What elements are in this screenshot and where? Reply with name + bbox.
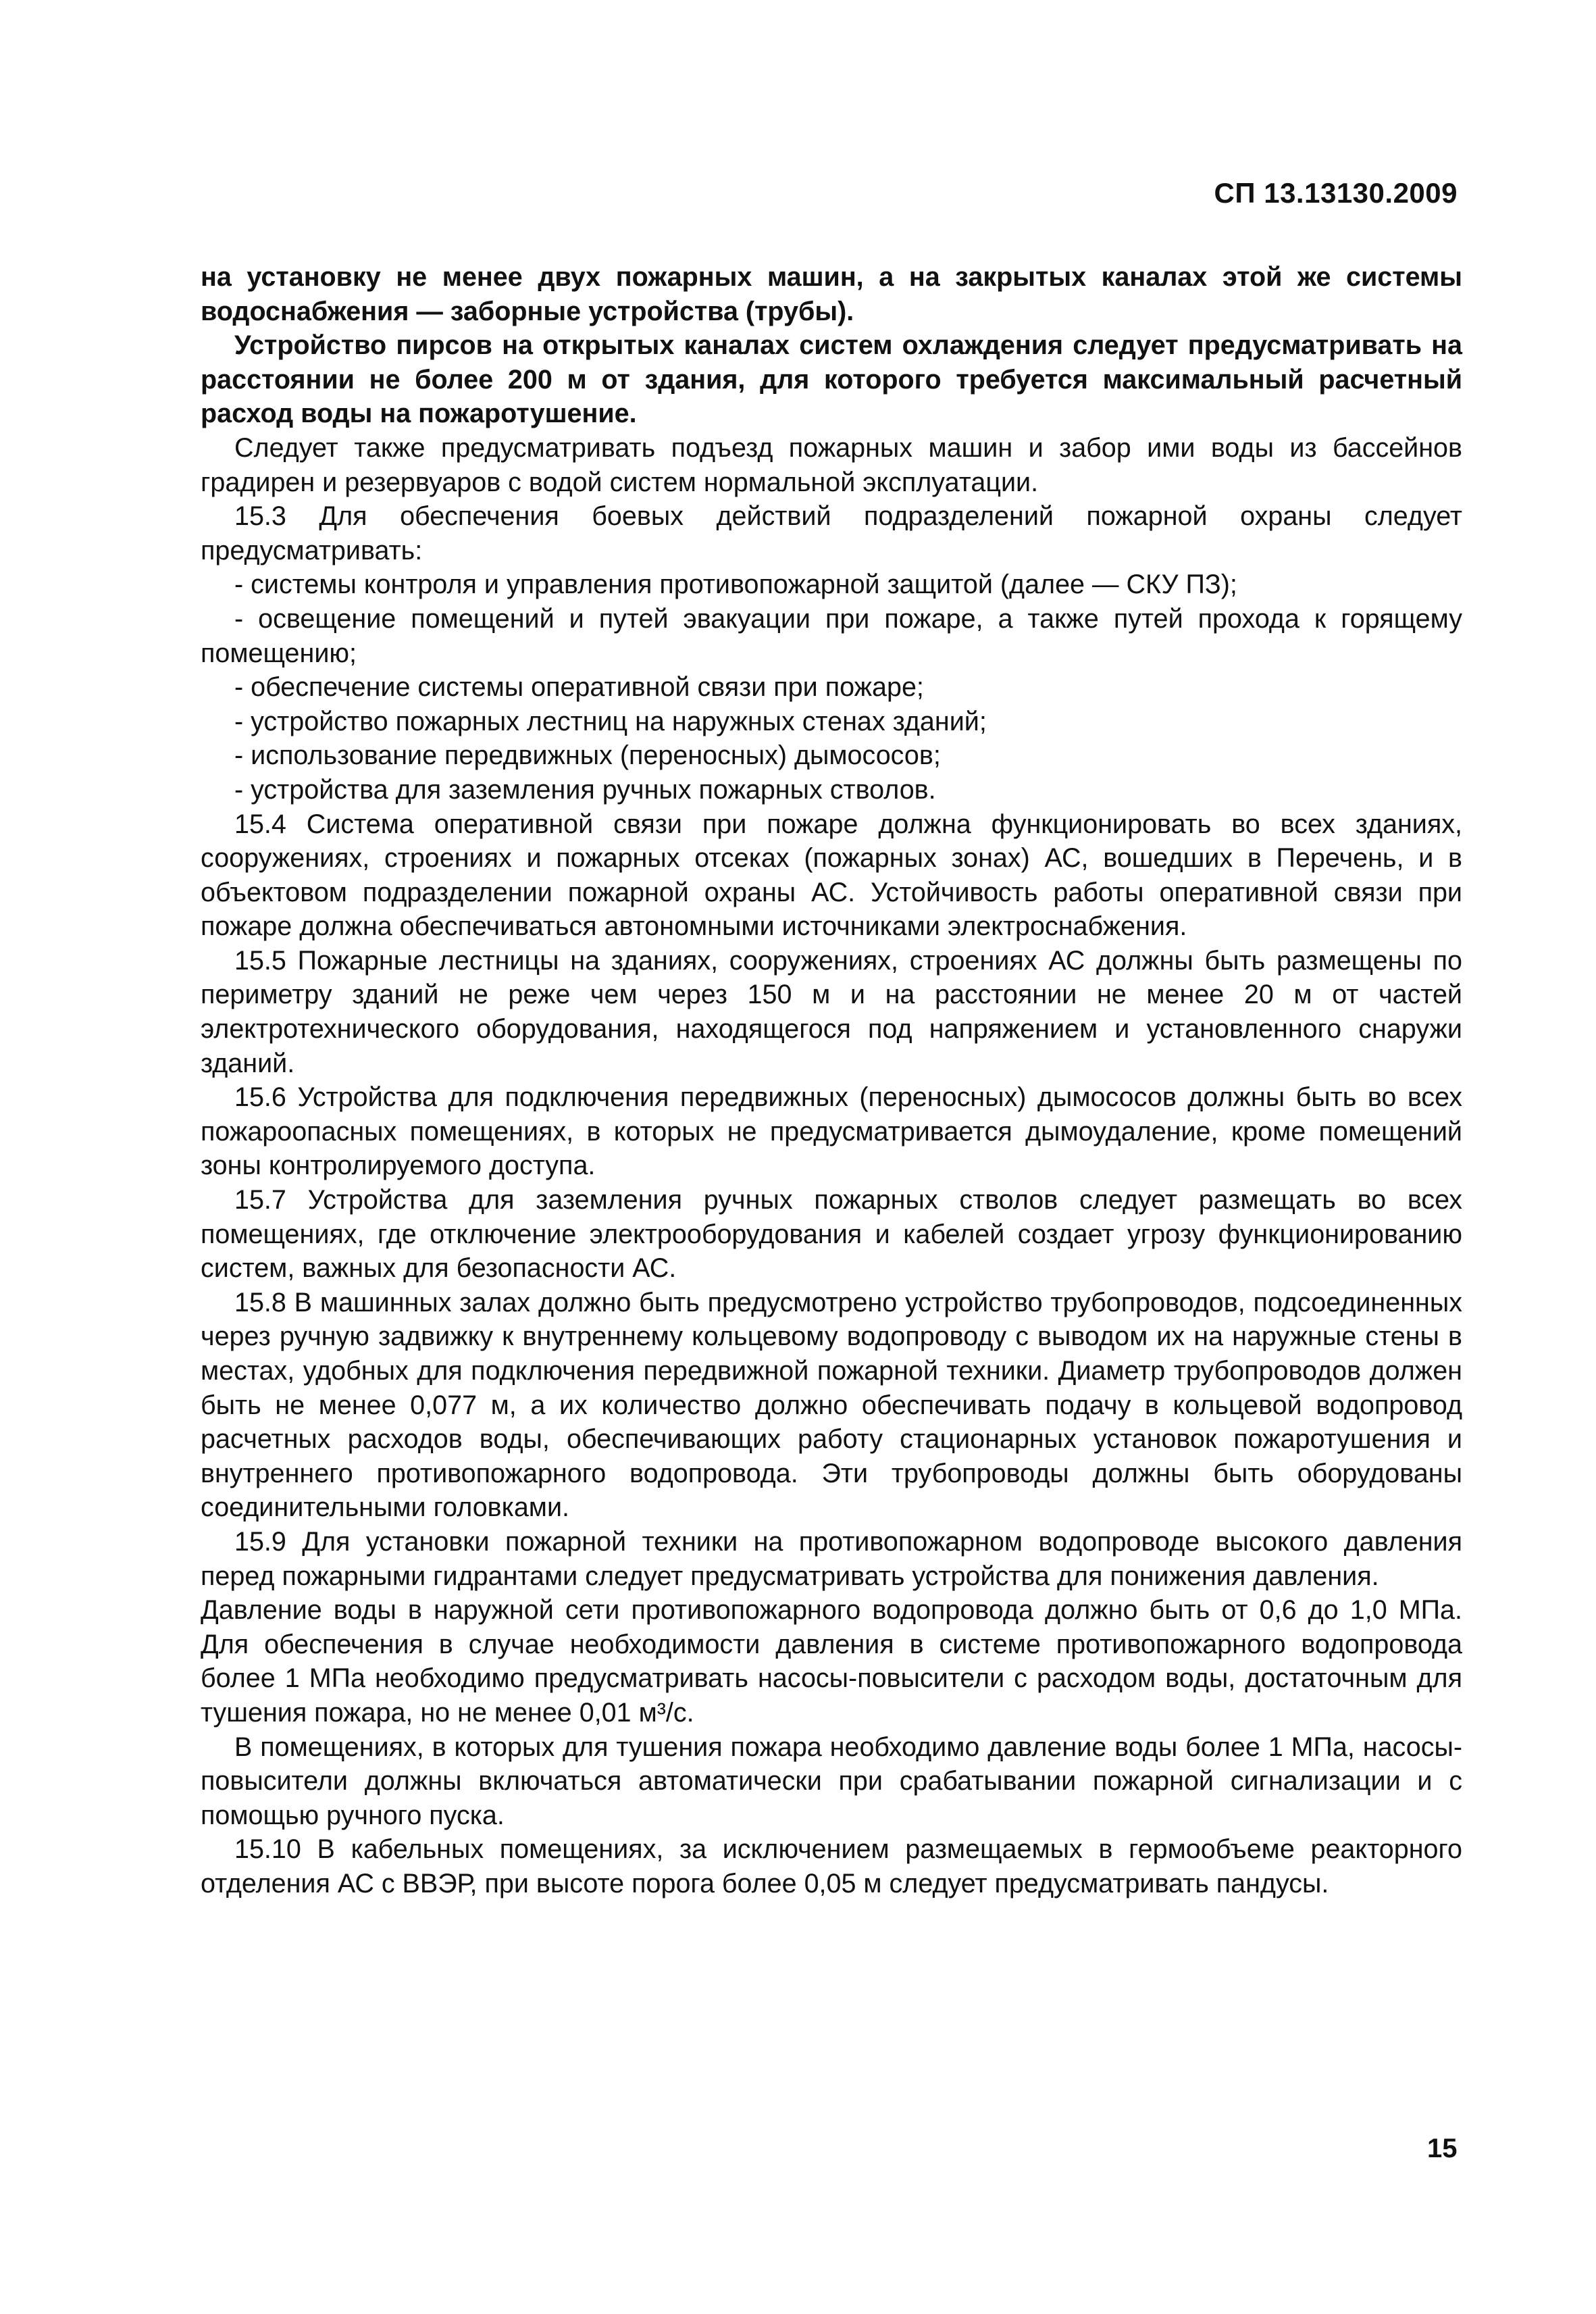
paragraph-2: Устройство пирсов на открытых каналах систем охлаждения следует предусматривать на расстоянии не более 200 м от здания, для которого требуется максимальный расчетный расход воды на пожаротушение. (201, 330, 1462, 429)
paragraph-1: на установку не менее двух пожарных машин, а на закрытых каналах этой же системы водоснабжения — заборные устройства (трубы). (201, 262, 1462, 326)
clause-15-7: 15.7 Устройства для заземления ручных пожарных стволов следует размещать во всех помещениях, где отключение электрооборудования и кабелей создает угрозу функционированию систем, важных для безопасности АС. (201, 1185, 1462, 1284)
clause-15-4: 15.4 Система оперативной связи при пожаре должна функционировать во всех зданиях, сооружениях, строениях и пожарных отсеках (пожарных зонах) АС, вошедших в Перечень, и в объектовом подразделении пожарной охраны АС. Устойчивость работы оперативной связи при пожаре должна обеспечиваться автономными источниками электроснабжения. (201, 809, 1462, 942)
document-body (201, 260, 1462, 1901)
clause-15-5: 15.5 Пожарные лестницы на зданиях, сооружениях, строениях АС должны быть размещены по периметру зданий не реже чем через 150 м и на расстоянии не менее 20 м от частей электротехнического оборудования, находящегося под напряжением и установленного снаружи зданий. (201, 945, 1462, 1078)
list-item-grounding: - устройства для заземления ручных пожарных стволов. (234, 774, 936, 805)
list-item-ladders: - устройство пожарных лестниц на наружных стенах зданий; (234, 706, 987, 736)
paragraph-3: Следует также предусматривать подъезд пожарных машин и забор ими воды из бассейнов градирен и резервуаров с водой систем нормальной эксплуатации. (201, 432, 1462, 497)
clause-15-6: 15.6 Устройства для подключения передвижных (переносных) дымососов должны быть во всех пожароопасных помещениях, в которых не предусматривается дымоудаление, кроме помещений зоны контролируемого доступа. (201, 1082, 1462, 1181)
list-item-lighting: - освещение помещений и путей эвакуации при пожаре, а также путей прохода к горящему помещению; (201, 603, 1462, 668)
list-item-smoke-exhausters: - использование передвижных (переносных) дымососов; (234, 740, 941, 771)
paragraph-water-pressure: Давление воды в наружной сети противопожарного водопровода должно быть от 0,6 до 1,0 МПа. Для обеспечения в случае необходимости давления в системе противопожарного водопровода более 1 МПа необходимо предусматривать насосы-повысители с расходом воды, достаточным для тушения пожара, но не менее 0,01 м³/с. (201, 1595, 1462, 1728)
document-code-header: СП 13.13130.2009 (1214, 177, 1458, 209)
clause-15-3: 15.3 Для обеспечения боевых действий подразделений пожарной охраны следует предусматривать: (201, 501, 1462, 565)
list-item-communication: - обеспечение системы оперативной связи при пожаре; (234, 672, 924, 703)
clause-15-10: 15.10 В кабельных помещениях, за исключением размещаемых в гермообъеме реакторного отделения АС с ВВЭР, при высоте порога более 0,05 м следует предусматривать пандусы. (201, 1834, 1462, 1898)
list-item-sku-pz: - системы контроля и управления противопожарной защитой (далее — СКУ ПЗ); (234, 570, 1237, 600)
clause-15-8: 15.8 В машинных залах должно быть предусмотрено устройство трубопроводов, подсоединенных через ручную задвижку к внутреннему кольцевому водопроводу с выводом их на наружные стены в местах, удобных для подключения передвижной пожарной техники. Диаметр трубопроводов должен быть не менее 0,077 м, а их количество должно обеспечивать подачу в кольцевой водопровод расчетных расходов воды, обеспечивающих работу стационарных установок пожаротушения и внутреннего противопожарного водопровода. Эти трубопроводы должны быть оборудованы соединительными головками. (201, 1287, 1462, 1523)
paragraph-booster-pumps: В помещениях, в которых для тушения пожара необходимо давление воды более 1 МПа, насосы-повысители должны включаться автоматически при срабатывании пожарной сигнализации и с помощью ручного пуска. (201, 1732, 1462, 1830)
page-number: 15 (1427, 2134, 1458, 2163)
clause-15-9: 15.9 Для установки пожарной техники на противопожарном водопроводе высокого давления перед пожарными гидрантами следует предусматривать устройства для понижения давления. (201, 1526, 1462, 1591)
